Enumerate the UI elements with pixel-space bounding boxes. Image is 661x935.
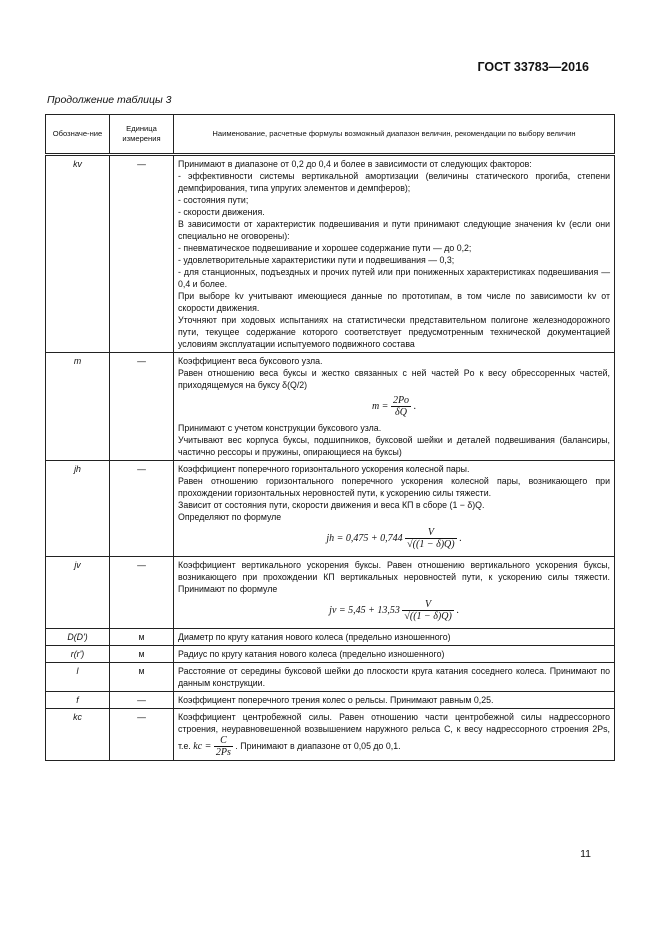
description-line: - состояния пути; [178, 195, 249, 205]
description-cell: Диаметр по кругу катания нового колеса (предельно изношенного) [174, 629, 615, 646]
unit-cell: — [110, 692, 174, 709]
unit-cell: — [110, 353, 174, 461]
formula [178, 395, 610, 418]
description-cell: Расстояние от середины буксовой шейки до плоскости круга катания соседнего колеса. Принимают по данным конструкции. [174, 663, 615, 692]
symbol-cell: f [46, 692, 110, 709]
symbol-cell: l [46, 663, 110, 692]
formula-denominator: δQ [395, 407, 407, 418]
unit-cell: м [110, 629, 174, 646]
description-line: Равен отношению веса буксы и жестко связанных с ней частей Po к весу обрессоренных частей, приходящемуся на буксу δ(Q/2) [178, 368, 610, 390]
table-row [46, 629, 615, 646]
description-line: Уточняют при ходовых испытаниях на статистически представительном полигоне железнодорожного пути, текущее содержание которого соответствует предусмотренным технической документацией условиям эксплуатации испытуемого подвижного состава [178, 315, 610, 349]
formula-fraction [214, 735, 233, 758]
symbol-cell: kc [46, 709, 110, 761]
formula [178, 599, 610, 622]
description-line: Коэффициент вертикального ускорения буксы. Равен отношению вертикального ускорения буксы, возникающего при прохождении КП вертикальных неровностей пути, к ускорению силы тяжести. Принимают по формуле [178, 560, 610, 594]
table-row [46, 646, 615, 663]
symbol-cell: r(r') [46, 646, 110, 663]
table-row [46, 709, 615, 761]
description-line: Принимают в диапазоне от 0,2 до 0,4 и более в зависимости от следующих факторов: [178, 159, 532, 169]
formula-numerator: V [405, 527, 456, 539]
table-row [46, 663, 615, 692]
formula-lhs: kc = [193, 740, 212, 752]
description-line: - удовлетворительные характеристики пути и подвешивания — 0,3; [178, 255, 455, 265]
description-cell [174, 557, 615, 629]
table-row [46, 692, 615, 709]
formula-lhs: jv = 5,45 + 13,53 [329, 604, 400, 616]
page-number: 11 [580, 848, 591, 860]
description-cell: Радиус по кругу катания нового колеса (предельно изношенного) [174, 646, 615, 663]
description-line: Коэффициент центробежной силы. Равен отношению части центробежной силы надрессорного строения, неуравновешенной возвышением наружного рельса C, к весу надрессорного строения 2Ps, т.е. [178, 712, 610, 751]
formula-lhs: jh = 0,475 + 0,744 [326, 532, 403, 544]
table-caption: Продолжение таблицы 3 [47, 94, 172, 106]
unit-cell: — [110, 709, 174, 761]
formula-numerator: C [214, 735, 233, 747]
table-row [46, 353, 615, 461]
formula-numerator: 2Po [392, 395, 410, 406]
formula-end: . [413, 400, 417, 412]
description-line: При выборе kv учитывают имеющиеся данные по прототипам, в том числе по зависимости kv от скорости движения. [178, 291, 610, 313]
description-line: . Принимают в диапазоне от 0,05 до 0,1. [235, 740, 401, 751]
description-cell: Коэффициент поперечного трения колес о рельсы. Принимают равным 0,25. [174, 692, 615, 709]
table-row [46, 461, 615, 557]
description-line: Учитывают вес корпуса буксы, подшипников, буксовой шейки и деталей подвешивания (балансиры, частично рессоры и пружины, опирающиеся на буксы) [178, 435, 610, 457]
unit-cell: — [110, 155, 174, 353]
standard-code: ГОСТ 33783—2016 [477, 60, 589, 74]
description-line: Принимают с учетом конструкции буксового узла. [178, 423, 382, 433]
symbol-cell: D(D') [46, 629, 110, 646]
table-row [46, 155, 615, 353]
formula-fraction [402, 599, 453, 622]
formula-lhs: m = [371, 400, 389, 412]
description-line: Зависит от состояния пути, скорости движения и веса КП в сборе (1 − δ)Q. [178, 500, 485, 510]
unit-cell: — [110, 461, 174, 557]
description-line: - пневматическое подвешивание и хорошее содержание пути — до 0,2; [178, 243, 472, 253]
formula [193, 735, 235, 758]
description-line: - для станционных, подъездных и прочих путей или при пониженных характеристиках подвешивания — 0,4 и более. [178, 267, 610, 289]
formula-end: . [456, 604, 459, 616]
column-header-symbol: Обозначе-ние [46, 115, 110, 155]
formula-fraction [405, 527, 456, 550]
formula-numerator: V [402, 599, 453, 611]
description-cell [174, 709, 615, 761]
column-header-description: Наименование, расчетные формулы возможный диапазон величин, рекомендации по выбору величин [174, 115, 615, 155]
description-cell [174, 461, 615, 557]
description-line: - эффективности системы вертикальной амортизации (величины статического прогиба, степени демпфирования, типа упругих элементов и демпферов); [178, 171, 610, 193]
formula-end: . [459, 532, 462, 544]
formula-denominator: 2Ps [215, 747, 231, 758]
symbol-cell: jv [46, 557, 110, 629]
unit-cell: — [110, 557, 174, 629]
parameters-table [45, 114, 615, 761]
description-line: Коэффициент поперечного горизонтального ускорения колесной пары. [178, 464, 470, 474]
description-cell [174, 353, 615, 461]
description-line: Равен отношению горизонтального поперечного ускорения колесной пары, возникающего при прохождении горизонтальных неровностей пути, к ускорению силы тяжести. [178, 476, 610, 498]
description-line: Определяют по формуле [178, 512, 282, 522]
formula [178, 527, 610, 550]
unit-cell: м [110, 663, 174, 692]
description-cell [174, 155, 615, 353]
formula-denominator: √((1 − δ)Q) [404, 611, 452, 622]
description-line: В зависимости от характеристик подвешивания и пути принимают следующие значения kv (если они специально не оговорены): [178, 219, 610, 241]
symbol-cell: kv [46, 155, 110, 353]
description-line: - скорости движения. [178, 207, 265, 217]
column-header-unit: Единица измерения [110, 115, 174, 155]
description-line: Коэффициент веса буксового узла. [178, 356, 323, 366]
symbol-cell: jh [46, 461, 110, 557]
formula-denominator: √((1 − δ)Q) [407, 539, 455, 550]
formula-fraction [391, 395, 411, 418]
unit-cell: м [110, 646, 174, 663]
symbol-cell: m [46, 353, 110, 461]
table-row [46, 557, 615, 629]
